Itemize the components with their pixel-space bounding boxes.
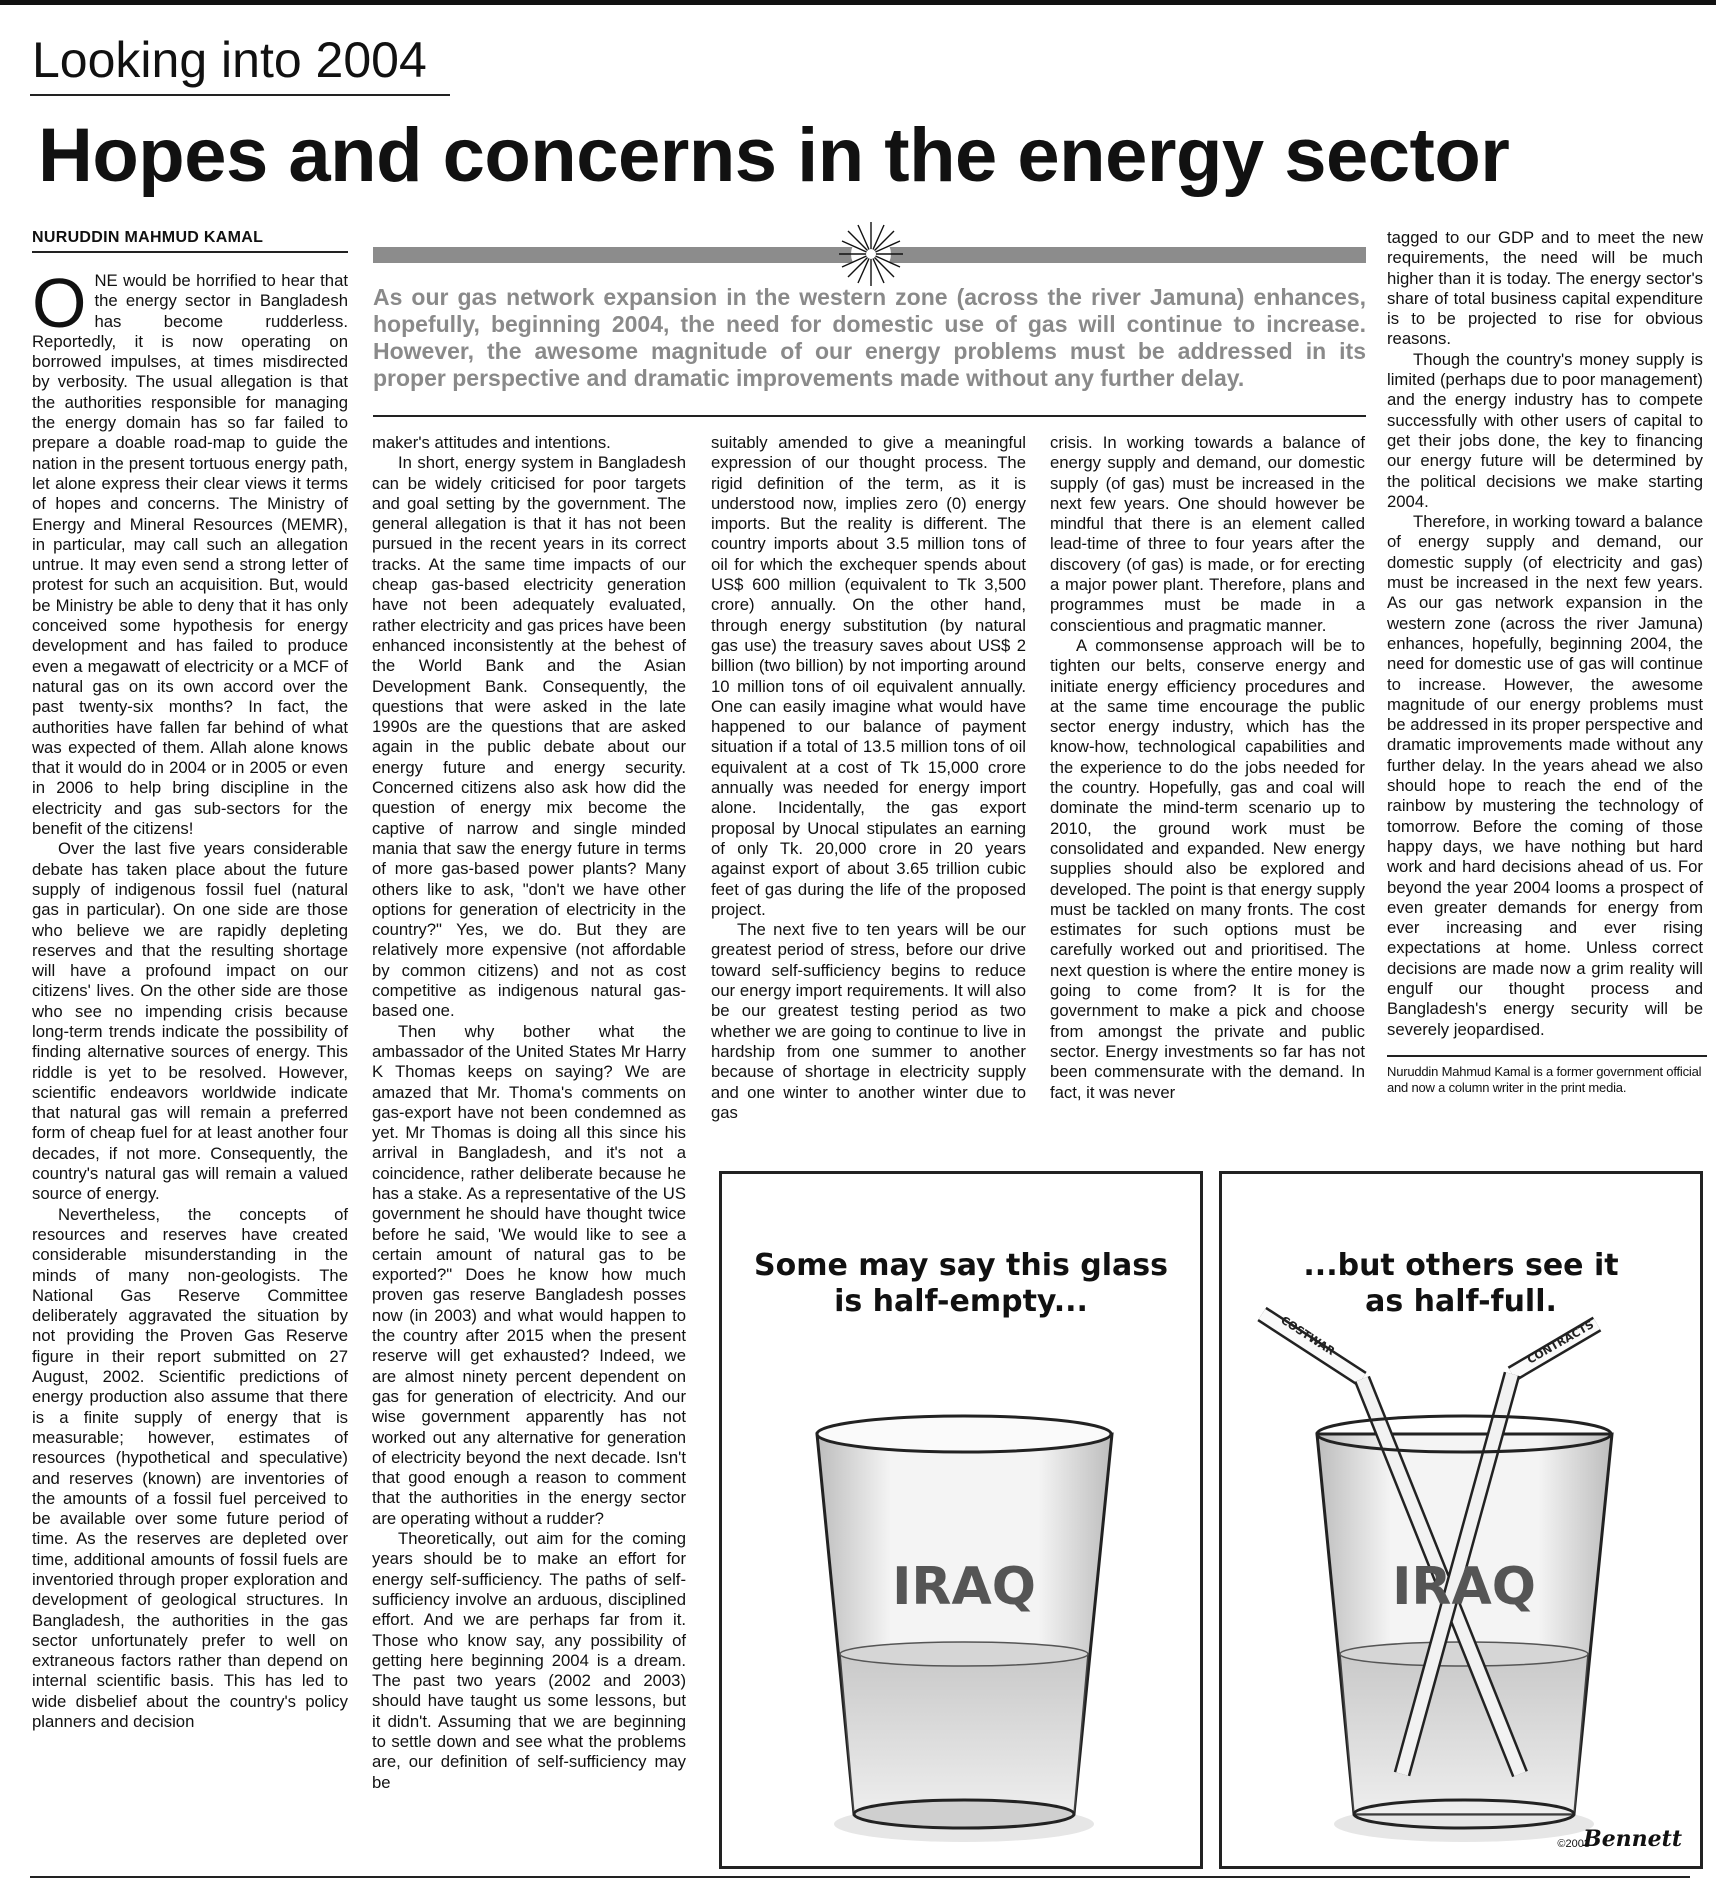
pullquote-rule (373, 415, 1366, 417)
paragraph: Theoretically, out aim for the coming years should be to make an effort for energy self-sufficiency. The paths of self-sufficiency involve an arduous, disciplined effort. And we are perhaps far from it. Those who know say, any possibility of getting here beginning 2004 is a dream. The past two years (2002 and 2003) should have taught us some lessons, but it didn't. Assuming that we are beginning to settle down and see what the problems are, our definition of self-sufficiency may be (372, 1529, 686, 1792)
paragraph: The next five to ten years will be our greatest period of stress, before our drive toward self-sufficiency begins to reduce our energy import requirements. It will also be our greatest testing period as two whether we are going to continue to live in hardship from one summer to another because of shortage in electricity supply and one winter to another winter due to gas (711, 920, 1026, 1122)
article-column-2 (372, 433, 686, 1868)
svg-text:CONTRACTS: CONTRACTS (1525, 1318, 1597, 1367)
paragraph: crisis. In working towards a balance of energy supply and demand, our domestic supply (of gas) must be increased in the next few years. One should however be mindful that there is an element called lead-time of three to four years after the discovery (of gas) is made, or for erecting a major power plant. Therefore, plans and programmes must be made in a conscientious and pragmatic manner. (1050, 433, 1365, 635)
paragraph: In short, energy system in Bangladesh can be widely criticised for poor targets and goal setting by the government. The general allegation is that it has not been pursued in the recent years in its correct tracks. At the same time impacts of our cheap gas-based electricity generation have not been adequately evaluated, rather electricity and gas prices have been enhanced inconsistently at the behest of the World Bank and the Asian Development Bank. Consequently, the questions that were asked in the late 1990s are the questions that are asked again in the public debate about our energy future and energy security. Concerned citizens also ask how did the question of energy mix become the captive of narrow and single minded mania that saw the energy future in terms of more gas-based power plants? Many others like to ask, "don't we have other options for generation of electricity in the country?" Yes, we do. But they are relatively more expensive (not affordable by common citizens) and not as cost competitive as indigenous natural gas-based one. (372, 453, 686, 1021)
cartoon-panel-right (1219, 1171, 1703, 1869)
svg-text:IRAQ: IRAQ (892, 1557, 1036, 1617)
cartoon (700, 1150, 1705, 1870)
paragraph: Nevertheless, the concepts of resources and reserves have created considerable misunderstanding in the minds of many non-geologists. The National Gas Reserve Committee deliberately aggravated the situation by not providing the Proven Gas Reserve figure in their report submitted on 27 August, 2002. Scientific predictions of energy production also assume that there is a finite supply of energy that is measurable; however, estimates of resources (hypothetical and speculative) and reserves (known) are inventories of the amounts of a fossil fuel perceived to be available over some future period of time. As the reserves are depleted over time, additional amounts of fossil fuels are inventoried through proper exploration and development of geological structures. In Bangladesh, the authorities in the gas sector unfortunately prefer to well on extraneous factors rather than depend on internal scientific basis. This has led to wide disbelief about the country's policy planners and decision (32, 1204, 348, 1732)
paragraph: Though the country's money supply is limited (perhaps due to poor management) and the energy industry has to compete successfully with other users of capital to get their jobs done, the key to financing our energy future will be determined by the political decisions we make starting 2004. (1387, 349, 1703, 511)
section-rule (30, 94, 450, 96)
paragraph: Over the last five years considerable debate has taken place about the future supply of indigenous fossil fuel (natural gas in particular). On one side are those who believe we are rapidly depleting reserves and that the resulting shortage will have a profound impact on our citizens' lives. On the other side are those who see no impending crisis because long-term trends indicate the possibility of finding alternative sources of energy. This riddle is yet to be resolved. However, scientific endeavors worldwide indicate that natural gas will remain a preferred form of cheap fuel for at least another four decades, if not more. Consequently, the country's natural gas will remain a valued source of energy. (32, 839, 348, 1204)
top-rule (0, 0, 1716, 5)
article-column-1 (32, 264, 348, 1866)
cartoon-caption-right: ...but others see it as half-full. (1303, 1248, 1619, 1319)
byline-rule (32, 251, 348, 253)
author-bio: Nuruddin Mahmud Kamal is a former government official and now a column writer in the print media. (1387, 1064, 1702, 1095)
glass-half-full-image (1222, 1174, 1700, 1866)
bottom-rule (30, 1876, 1690, 1878)
section-label: Looking into 2004 (32, 32, 427, 88)
article-column-4 (1050, 433, 1365, 1145)
bio-rule (1387, 1055, 1707, 1057)
headline: Hopes and concerns in the energy sector (38, 113, 1510, 198)
paragraph: ONE would be horrified to hear that the energy sector in Bangladesh has become rudderless. Reportedly, it is now operating on borrowed impulses, at times misdirected by verbosity. The usual allegation is that the authorities responsible for managing the energy domain has so far failed to prepare a doable road-map to guide the nation in the present tortuous energy path, let alone express their clear views it terms of hopes and concerns. The Ministry of Energy and Mineral Resources (MEMR), in particular, may call such an allegation untrue. It may even send a strong letter of protest for such an acquisition. But, would be Ministry be able to deny that it has only conceived some hypothesis for energy development and has failed to produce even a megawatt of electricity or a MCF of natural gas on its own accord over the past twenty-six months? In fact, the authorities have fallen far behind of what was expected of them. Allah alone knows that it would do in 2004 or in 2005 or even in 2006 to help bring discipline in the electricity and gas sub-sectors for the benefit of the citizens! (32, 264, 348, 839)
paragraph: suitably amended to give a meaningful expression of our thought process. The rigid definition of the term, as it is understood now, implies zero (0) energy imports. But the reality is different. The country imports about 3.5 million tons of oil for which the exchequer spends about US$ 600 million (equivalent to Tk 3,500 crore) annually. On the other hand, through energy substitution (by natural gas use) the treasury saves about US$ 2 billion (two billion) by not importing around 10 million tons of oil equivalent annually. One can easily imagine what would have happened to our balance of payment situation if a total of 13.5 million tons of oil equivalent at a cost of Tk 15,000 crore annually was needed for energy import alone. Incidentally, the gas export proposal by Unocal stipulates an earning of only Tk. 20,000 crore in 20 years against export of about 3.65 trillion cubic feet of gas during the life of the proposed project. (711, 433, 1026, 919)
cartoon-caption-left: Some may say this glass is half-empty... (753, 1248, 1169, 1319)
svg-text:COSTWAR: COSTWAR (1278, 1313, 1338, 1359)
cartoonist-signature: Bennett (1583, 1826, 1682, 1852)
svg-text:IRAQ: IRAQ (1392, 1557, 1536, 1617)
paragraph: Then why bother what the ambassador of the United States Mr Harry K Thomas keeps on saying? We are amazed that Mr. Thoma's comments on gas-export have not been condemned as yet. Mr Thomas is doing all this since his arrival in Bangladesh, and it's not a coincidence, rather deliberate because he has a stake. As a representative of the US government he should have thought twice before he said, 'We would like to see a certain amount of natural gas to be exported?" Does he know how much proven gas reserve Bangladesh posses now (in 2003) and what would happen to the country after 2015 when the present reserve will get exhausted? Indeed, we are almost ninety percent dependent on gas for generation of electricity. And our wise government apparently has not worked out any alternative for generation of electricity beyond the next decade. Isn't that good enough a reason to comment that the authorities in the energy sector are operating without a rudder? (372, 1021, 686, 1528)
drop-cap: O (32, 264, 87, 342)
paragraph: Therefore, in working toward a balance of energy supply and demand, our domestic supply (of electricity and gas) must be increased in the next few years. As our gas network expansion in the western zone (across the river Jamuna) enhances, hopefully, beginning 2004, the need for domestic use of gas will continue to increase. However, the awesome magnitude of our energy problems must be addressed in its proper perspective and dramatic improvements made without any further delay. In the years ahead we also should hope to reach the end of the rainbow by mustering the technology of tomorrow. Before the coming of those happy days, we have nothing but hard work and hard decisions ahead of us. For beyond the year 2004 looms a prospect of even greater demands for energy from ever increasing and ever rising expectations at home. Unless correct decisions are made now a grim reality will engulf our thought process and Bangladesh's energy security will be severely jeopardised. (1387, 512, 1703, 1039)
byline: NURUDDIN MAHMUD KAMAL (32, 229, 264, 246)
star-ornament-icon (836, 219, 906, 289)
cartoon-panel-left (719, 1171, 1203, 1869)
glass-half-empty-image (722, 1174, 1200, 1866)
article-column-3 (711, 433, 1026, 1145)
paragraph: tagged to our GDP and to meet the new requirements, the need will be much higher than it is today. The energy sector's share of total business capital expenditure is to be projected to rise for obvious reasons. (1387, 228, 1703, 349)
article-column-5 (1387, 228, 1703, 1048)
paragraph: A commonsense approach will be to tighten our belts, conserve energy and initiate energy efficiency procedures and at the same time encourage the public sector energy industry, which has the know-how, technological capabilities and the experience to do the jobs needed for the country. Hopefully, gas and coal will dominate the mind-term scenario up to 2010, the ground work must be consolidated and expanded. New energy supplies should also be explored and developed. The point is that energy supply must be tackled on many fronts. The cost estimates for such options must be carefully worked out and prioritised. The next question is where the entire money is going to come from? It is for the government to make a pick and choose from amongst the private and public sector. Energy investments so far has not been commensurate with the demand. In fact, it was never (1050, 635, 1365, 1102)
paragraph: maker's attitudes and intentions. (372, 433, 611, 452)
pull-quote: As our gas network expansion in the western zone (across the river Jamuna) enhances, hopefully, beginning 2004, the need for domestic use of gas will continue to increase. However, the awesome magnitude of our energy problems must be addressed in its proper perspective and dramatic improvements made without any further delay. (373, 284, 1366, 391)
signature-year: ©2003 (1557, 1838, 1590, 1850)
